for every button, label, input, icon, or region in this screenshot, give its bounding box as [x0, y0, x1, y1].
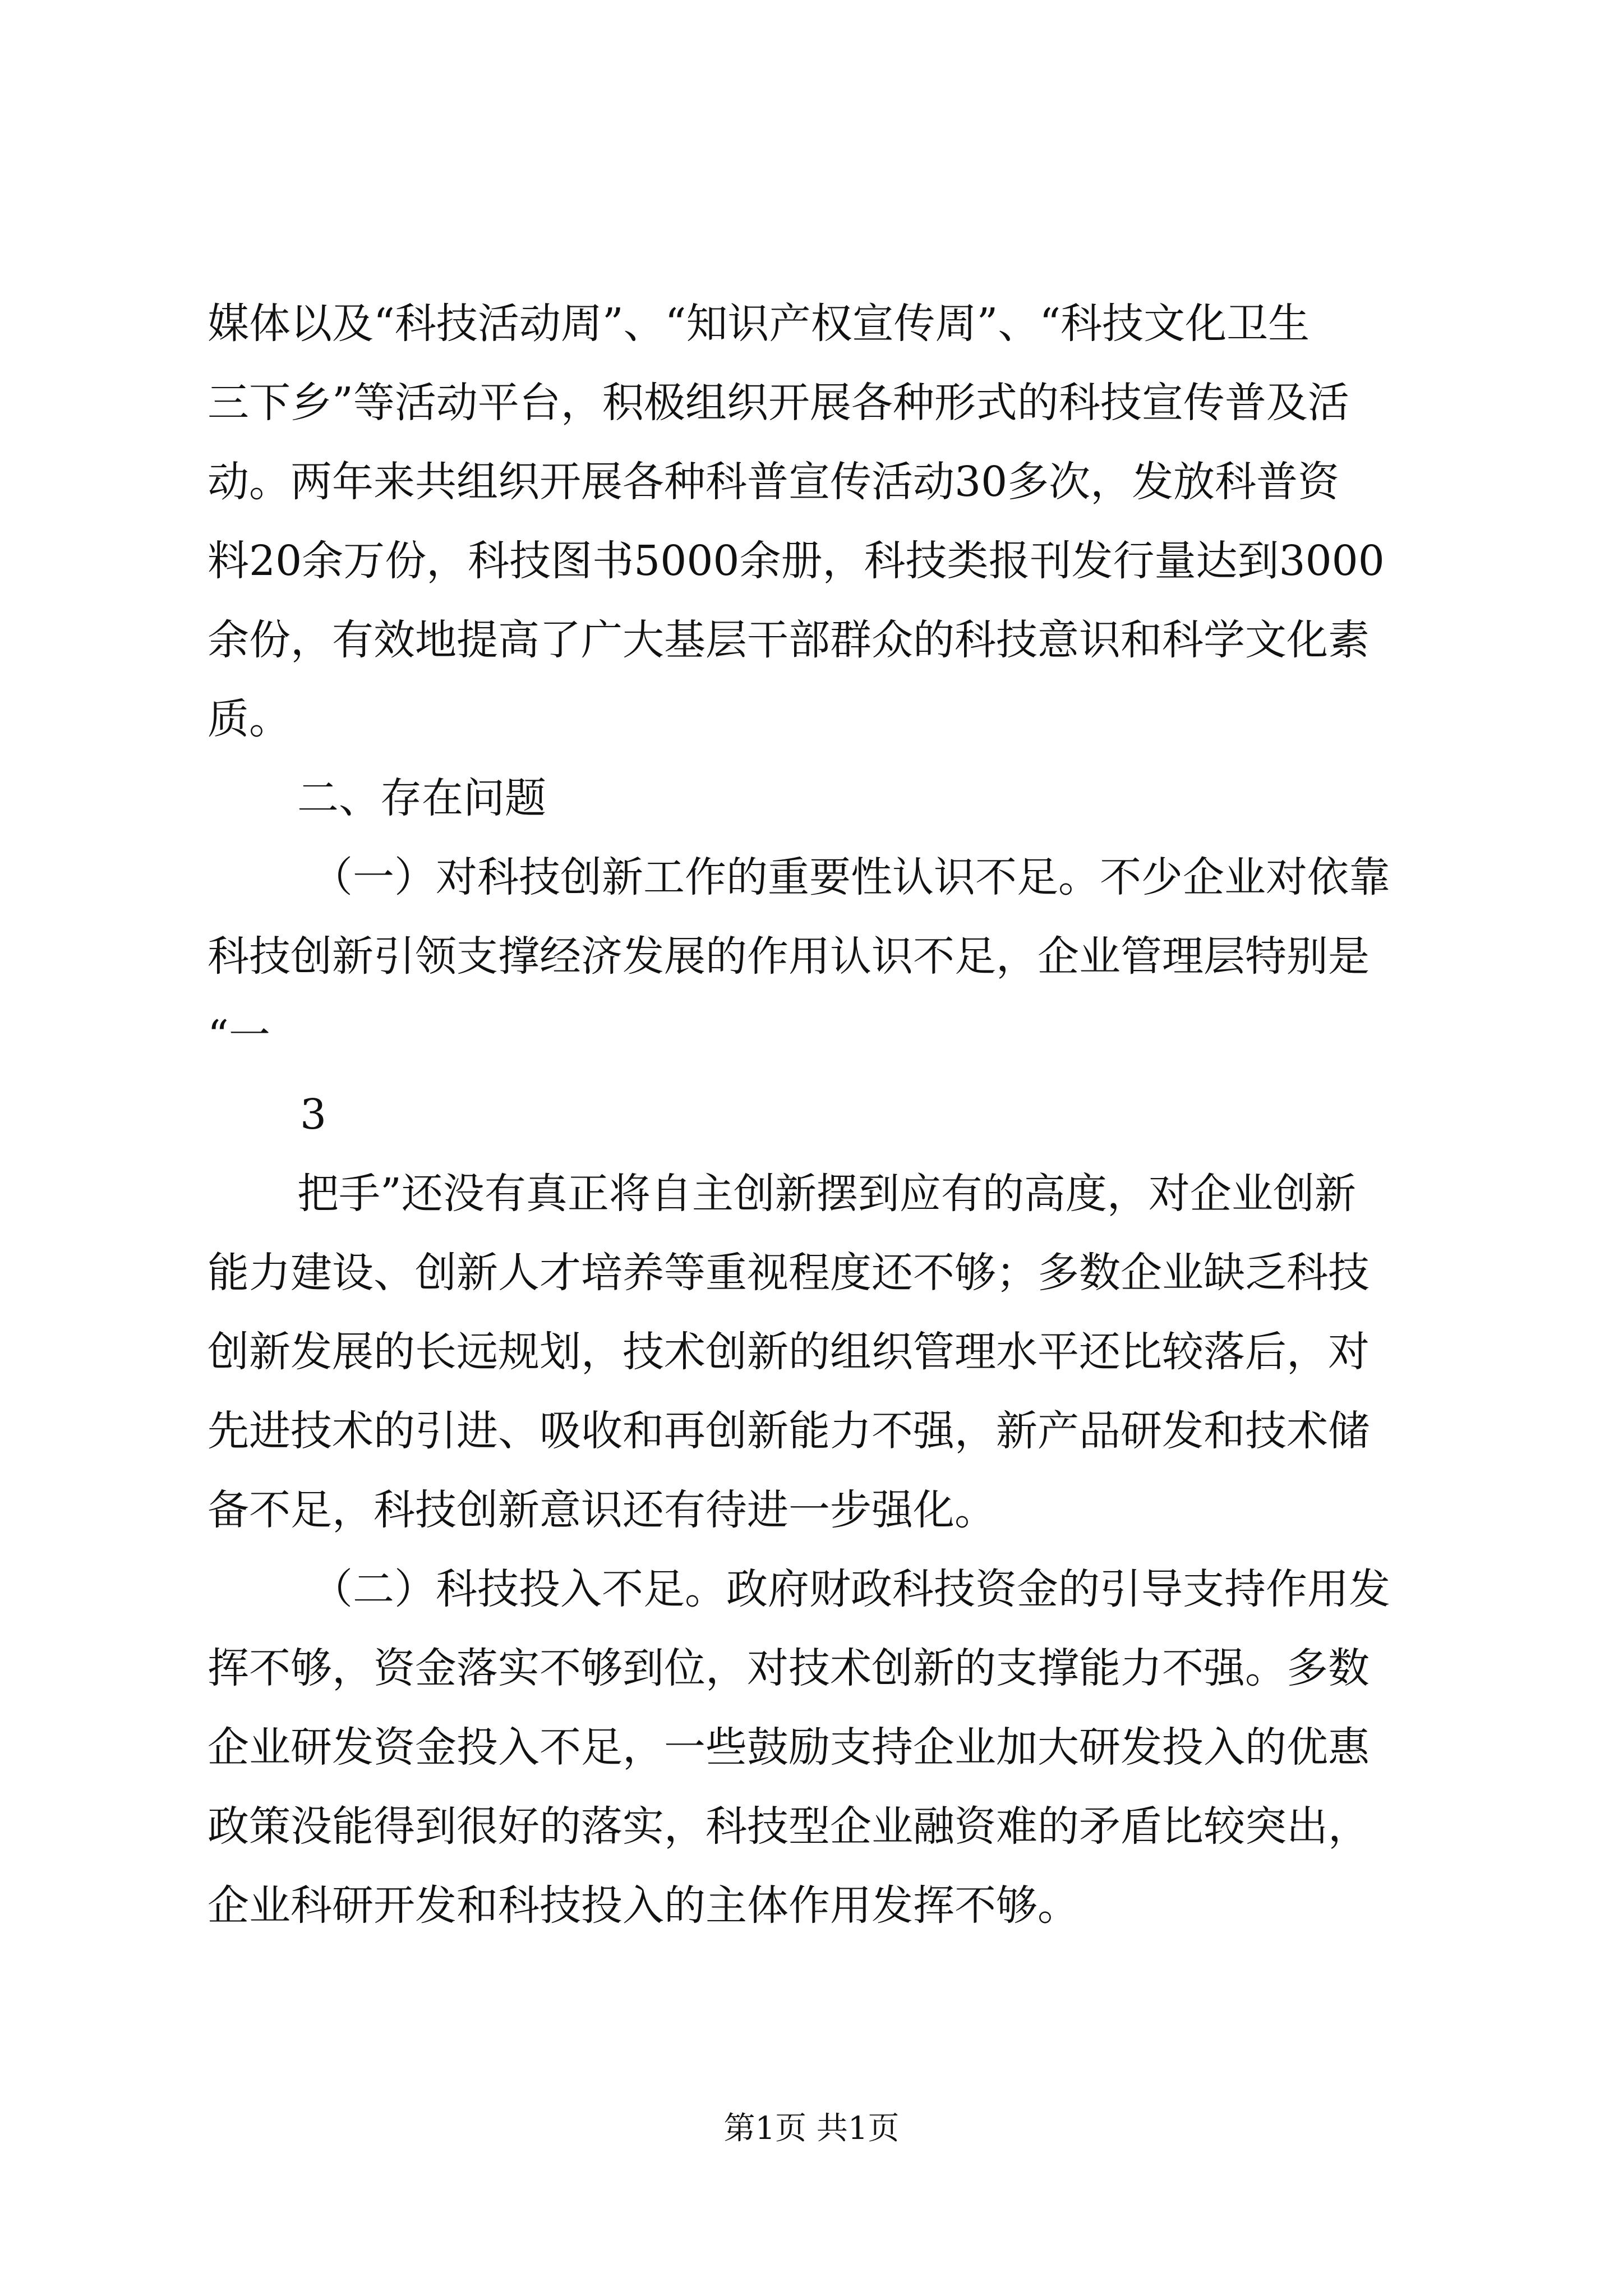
page-footer: 第1页 共1页: [723, 2110, 900, 2147]
paragraph-line: 企业研发资金投入不足，一些鼓励支持企业加大研发投入的优惠: [208, 1723, 1370, 1772]
page-number: 3: [300, 1091, 327, 1139]
paragraph-line: 能力建设、创新人才培养等重视程度还不够；多数企业缺乏科技: [208, 1249, 1370, 1297]
paragraph-line: 科技创新引领支撑经济发展的作用认识不足，企业管理层特别是: [208, 932, 1370, 981]
paragraph-line: 先进技术的引进、吸收和再创新能力不强，新产品研发和技术储: [208, 1407, 1370, 1455]
paragraph-line: 企业科研开发和科技投入的主体作用发挥不够。: [208, 1881, 1079, 1930]
paragraph-line: 动。两年来共组织开展各种科普宣传活动30多次，发放科普资: [208, 458, 1340, 506]
paragraph-line: 媒体以及“科技活动周”、“知识产权宣传周”、“科技文化卫生: [208, 300, 1310, 348]
paragraph-line: 三下乡”等活动平台，积极组织开展各种形式的科技宣传普及活: [208, 379, 1349, 427]
paragraph-line: 质。: [208, 695, 291, 743]
section-heading: 二、存在问题: [297, 774, 546, 822]
paragraph-line: 料20余万份，科技图书5000余册，科技类报刊发行量达到3000: [208, 537, 1385, 585]
paragraph-line: 余份，有效地提高了广大基层干部群众的科技意识和科学文化素: [208, 616, 1370, 664]
paragraph-line: （一）对科技创新工作的重要性认识不足。不少企业对依靠: [311, 853, 1390, 901]
paragraph-line: 把手”还没有真正将自主创新摆到应有的高度，对企业创新: [297, 1170, 1356, 1218]
paragraph-line: 挥不够，资金落实不够到位，对技术创新的支撑能力不强。多数: [208, 1644, 1370, 1692]
paragraph-line: “一: [208, 1011, 270, 1060]
paragraph-line: （二）科技投入不足。政府财政科技资金的引导支持作用发: [311, 1565, 1390, 1613]
paragraph-line: 创新发展的长远规划，技术创新的组织管理水平还比较落后，对: [208, 1328, 1370, 1376]
paragraph-line: 备不足，科技创新意识还有待进一步强化。: [208, 1486, 996, 1534]
paragraph-line: 政策没能得到很好的落实，科技型企业融资难的矛盾比较突出，: [208, 1802, 1370, 1851]
